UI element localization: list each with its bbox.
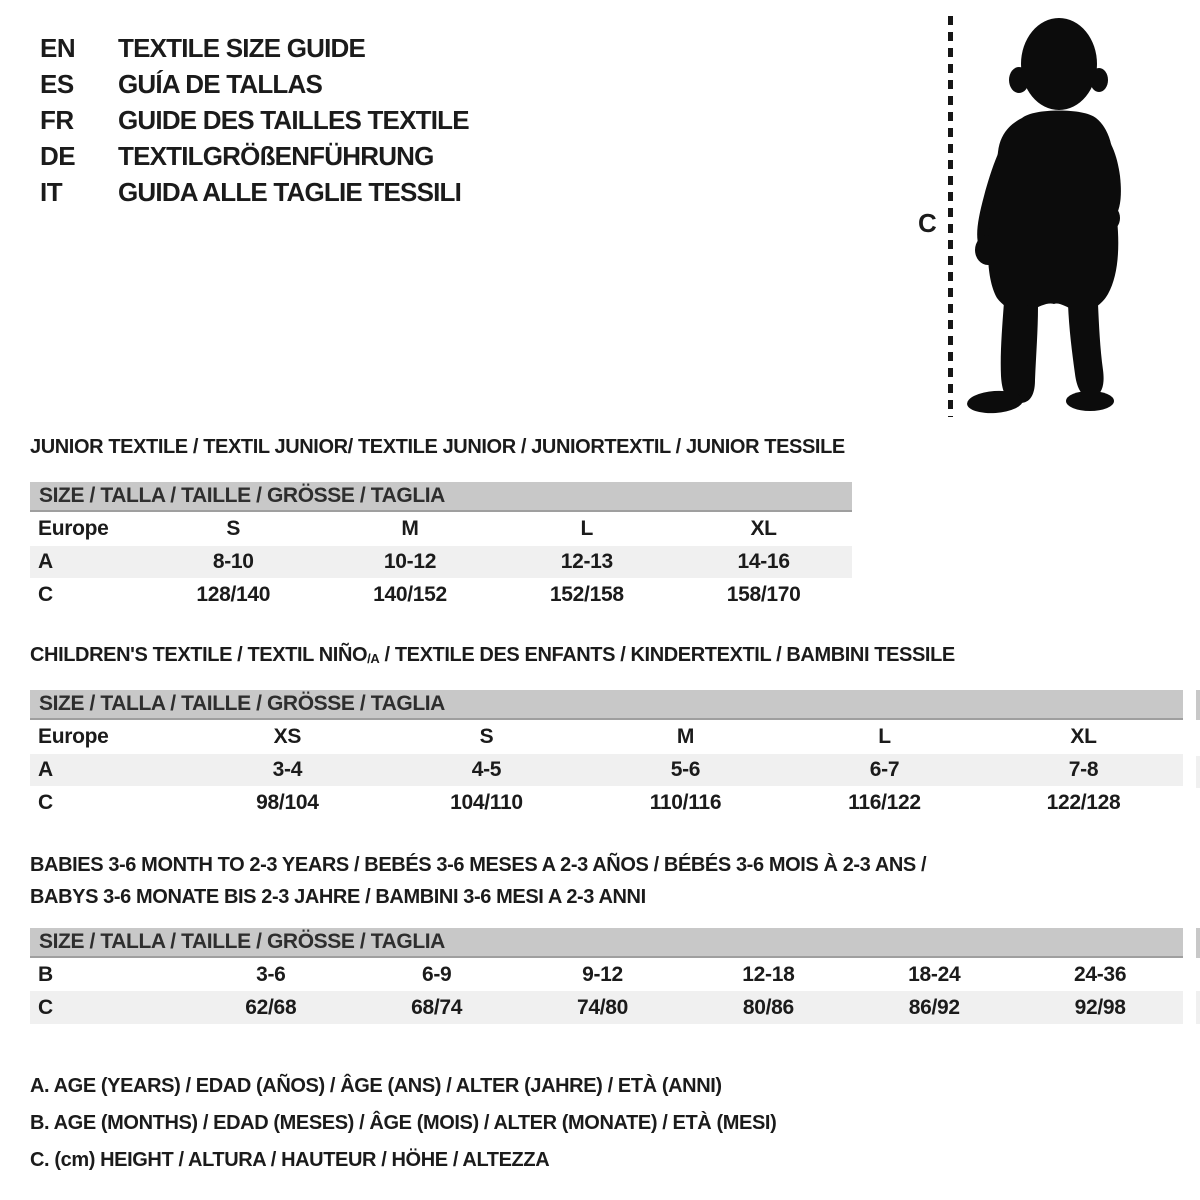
table-edge-sliver	[1196, 756, 1200, 788]
height-measure-label: C	[918, 208, 937, 238]
height-cell: 140/152	[373, 582, 447, 606]
language-code: EN	[40, 32, 76, 63]
row-label: B	[38, 962, 53, 986]
age-cell: 8-10	[212, 550, 254, 573]
guide-title: GUIDA ALLE TAGLIE TESSILI	[118, 176, 462, 207]
guide-title: GUIDE DES TAILLES TEXTILE	[118, 104, 469, 135]
child-height-figure	[900, 0, 1200, 440]
legend-line-b: B. AGE (MONTHS) / EDAD (MESES) / ÂGE (MOIS) / ALTER (MONATE) / ETÀ (MESI)	[30, 1112, 777, 1134]
language-title-block	[40, 30, 469, 210]
table-row	[30, 991, 1183, 1024]
language-row-it	[40, 174, 469, 210]
table-edge-sliver	[1196, 928, 1200, 958]
children-size-table	[30, 690, 1183, 819]
language-row-es	[40, 66, 469, 102]
babies-size-table	[30, 928, 1183, 1024]
size-cell: XL	[1070, 725, 1097, 748]
age-cell: 7-8	[1068, 758, 1099, 781]
height-cell: 104/110	[450, 790, 523, 814]
row-label: A	[38, 758, 53, 781]
babies-heading-line1: BABIES 3-6 MONTH TO 2-3 YEARS / BEBÉS 3-6 MESES A 2-3 AÑOS / BÉBÉS 3-6 MOIS À 2-3 ANS /	[30, 854, 927, 876]
age-cell: 3-4	[272, 758, 303, 781]
table-edge-sliver	[1196, 690, 1200, 720]
size-header-bar: SIZE / TALLA / TAILLE / GRÖSSE / TAGLIA	[30, 928, 1183, 958]
height-cell: 116/122	[848, 790, 921, 814]
age-cell: 6-7	[869, 758, 900, 781]
size-cell: M	[401, 517, 419, 540]
size-cell: L	[580, 517, 594, 540]
children-heading-sub: /A	[367, 651, 380, 666]
age-cell: 14-16	[737, 550, 790, 573]
language-code: IT	[40, 176, 63, 207]
language-code: DE	[40, 140, 76, 171]
table-row	[30, 786, 1183, 819]
age-cell: 5-6	[670, 758, 701, 781]
table-row	[30, 578, 852, 611]
size-header-bar: SIZE / TALLA / TAILLE / GRÖSSE / TAGLIA	[30, 690, 1183, 720]
height-cell: 98/104	[256, 790, 319, 814]
table-edge-sliver	[1196, 991, 1200, 1024]
guide-title: TEXTILGRÖßENFÜHRUNG	[118, 140, 434, 171]
height-cell: 92/98	[1074, 995, 1126, 1019]
size-cell: L	[878, 725, 891, 748]
row-label: Europe	[38, 517, 109, 540]
legend-line-a: A. AGE (YEARS) / EDAD (AÑOS) / ÂGE (ANS) / ALTER (JAHRE) / ETÀ (ANNI)	[30, 1075, 722, 1097]
row-label: C	[38, 582, 53, 606]
row-label: C	[38, 995, 53, 1019]
table-row	[30, 512, 852, 546]
age-cell: 9-12	[582, 962, 623, 986]
height-cell: 80/86	[742, 995, 794, 1019]
age-cell: 12-18	[742, 962, 795, 986]
age-cell: 10-12	[383, 550, 437, 573]
height-cell: 158/170	[726, 582, 801, 606]
children-heading-prefix: CHILDREN'S TEXTILE / TEXTIL NIÑO	[30, 644, 368, 666]
guide-title: GUÍA DE TALLAS	[118, 68, 323, 99]
size-header-bar: SIZE / TALLA / TAILLE / GRÖSSE / TAGLIA	[30, 482, 852, 512]
junior-size-table	[30, 482, 852, 611]
guide-title: TEXTILE SIZE GUIDE	[118, 32, 366, 63]
table-row	[30, 546, 852, 578]
age-cell: 24-36	[1073, 962, 1127, 986]
age-cell: 6-9	[421, 962, 452, 986]
height-cell: 68/74	[411, 995, 463, 1019]
height-cell: 86/92	[908, 995, 960, 1019]
row-label: C	[38, 790, 53, 814]
language-row-fr	[40, 102, 469, 138]
height-cell: 110/116	[649, 790, 722, 814]
height-cell: 62/68	[245, 995, 297, 1019]
babies-heading-line2: BABYS 3-6 MONATE BIS 2-3 JAHRE / BAMBINI 3-6 MESI A 2-3 ANNI	[30, 886, 646, 908]
size-cell: XL	[750, 517, 777, 540]
language-code: ES	[40, 68, 74, 99]
language-code: FR	[40, 104, 74, 135]
size-cell: S	[226, 517, 241, 540]
babies-section-heading	[30, 849, 926, 913]
size-cell: XS	[273, 725, 302, 748]
children-heading-suffix: / TEXTILE DES ENFANTS / KINDERTEXTIL / BAMBINI TESSILE	[379, 644, 955, 666]
height-cell: 74/80	[576, 995, 629, 1019]
height-cell: 152/158	[549, 582, 624, 606]
age-cell: 3-6	[256, 962, 286, 986]
age-cell: 12-13	[560, 550, 613, 573]
toddler-silhouette-icon	[962, 14, 1138, 418]
row-label: Europe	[38, 725, 109, 748]
table-row	[30, 754, 1183, 786]
language-row-en	[40, 30, 469, 66]
language-row-de	[40, 138, 469, 174]
size-cell: M	[676, 725, 695, 748]
legend-line-c: C. (cm) HEIGHT / ALTURA / HAUTEUR / HÖHE / ALTEZZA	[30, 1149, 550, 1171]
age-cell: 4-5	[471, 758, 502, 781]
children-section-heading	[30, 643, 955, 671]
height-cell: 122/128	[1046, 790, 1121, 814]
legend-block	[30, 1068, 776, 1179]
junior-section-heading: JUNIOR TEXTILE / TEXTIL JUNIOR/ TEXTILE JUNIOR / JUNIORTEXTIL / JUNIOR TESSILE	[30, 436, 845, 458]
height-measure-dashed-line	[948, 16, 953, 417]
table-row	[30, 720, 1183, 754]
table-row	[30, 958, 1183, 991]
height-cell: 128/140	[196, 582, 271, 606]
age-cell: 18-24	[908, 962, 961, 986]
size-cell: S	[479, 725, 494, 748]
row-label: A	[38, 550, 53, 573]
